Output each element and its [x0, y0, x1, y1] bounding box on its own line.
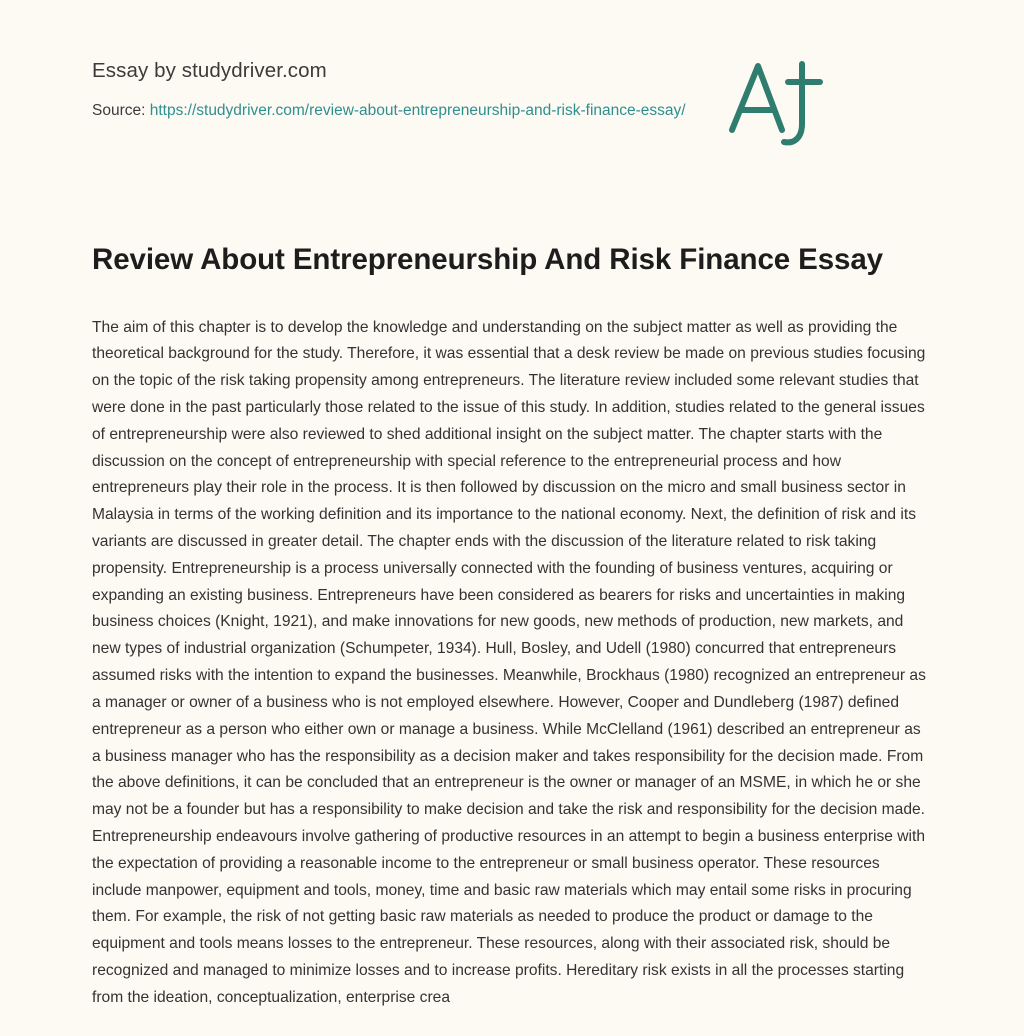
studydriver-logo-icon: [720, 52, 840, 162]
document-header: [92, 0, 932, 120]
article-body: The aim of this chapter is to develop the knowledge and understanding on the subject matter as well as providing the theoretical background for the study. Therefore, it was essential that a desk review be made on previous studies focusing on the topic of the risk taking propensity among entrepreneurs. The literature review included some relevant studies that were done in the past particularly those related to the issue of this study. In addition, studies related to the general issues of entrepreneurship were also reviewed to shed additional insight on the subject matter. The chapter starts with the discussion on the concept of entrepreneurship with special reference to the entrepreneurial process and how entrepreneurs play their role in the process. It is then followed by discussion on the micro and small business sector in Malaysia in terms of the working definition and its importance to the national economy. Next, the definition of risk and its variants are discussed in greater detail. The chapter ends with the discussion of the literature related to risk taking propensity. Entrepreneurship is a process universally connected with the founding of business ventures, acquiring or expanding an existing business. Entrepreneurs have been considered as bearers for risks and uncertainties in making business choices (Knight, 1921), and make innovations for new goods, new methods of production, new markets, and new types of industrial organization (Schumpeter, 1934). Hull, Bosley, and Udell (1980) concurred that entrepreneurs assumed risks with the intention to expand the businesses. Meanwhile, Brockhaus (1980) recognized an entrepreneur as a manager or owner of a business who is not employed elsewhere. However, Cooper and Dundleberg (1987) defined entrepreneur as a person who either own or manage a business. While McClelland (1961) described an entrepreneur as a business manager who has the responsibility as a decision maker and takes responsibility for the decision made. From the above definitions, it can be concluded that an entrepreneur is the owner or manager of an MSME, in which he or she may not be a founder but has a responsibility to make decision and take the risk and responsibility for the decision made. Entrepreneurship endeavours involve gathering of productive resources in an attempt to begin a business enterprise with the expectation of providing a reasonable income to the entrepreneur or small business operator. These resources include manpower, equipment and tools, money, time and basic raw materials which may entail some risks in procuring them. For example, the risk of not getting basic raw materials as needed to produce the product or damage to the equipment and tools means losses to the entrepreneur. These resources, along with their associated risk, should be recognized and managed to minimize losses and to increase profits. Hereditary risk exists in all the processes starting from the ideation, conceptualization, enterprise crea: [92, 318, 926, 1006]
source-url-link[interactable]: https://studydriver.com/review-about-entrepreneurship-and-risk-finance-essay/: [149, 101, 686, 119]
page-title: Review About Entrepreneurship And Risk Finance Essay: [92, 242, 883, 276]
site-brand: studydriver.com: [181, 59, 327, 82]
byline-prefix: Essay by: [92, 59, 182, 82]
source-label: Source:: [92, 101, 150, 119]
